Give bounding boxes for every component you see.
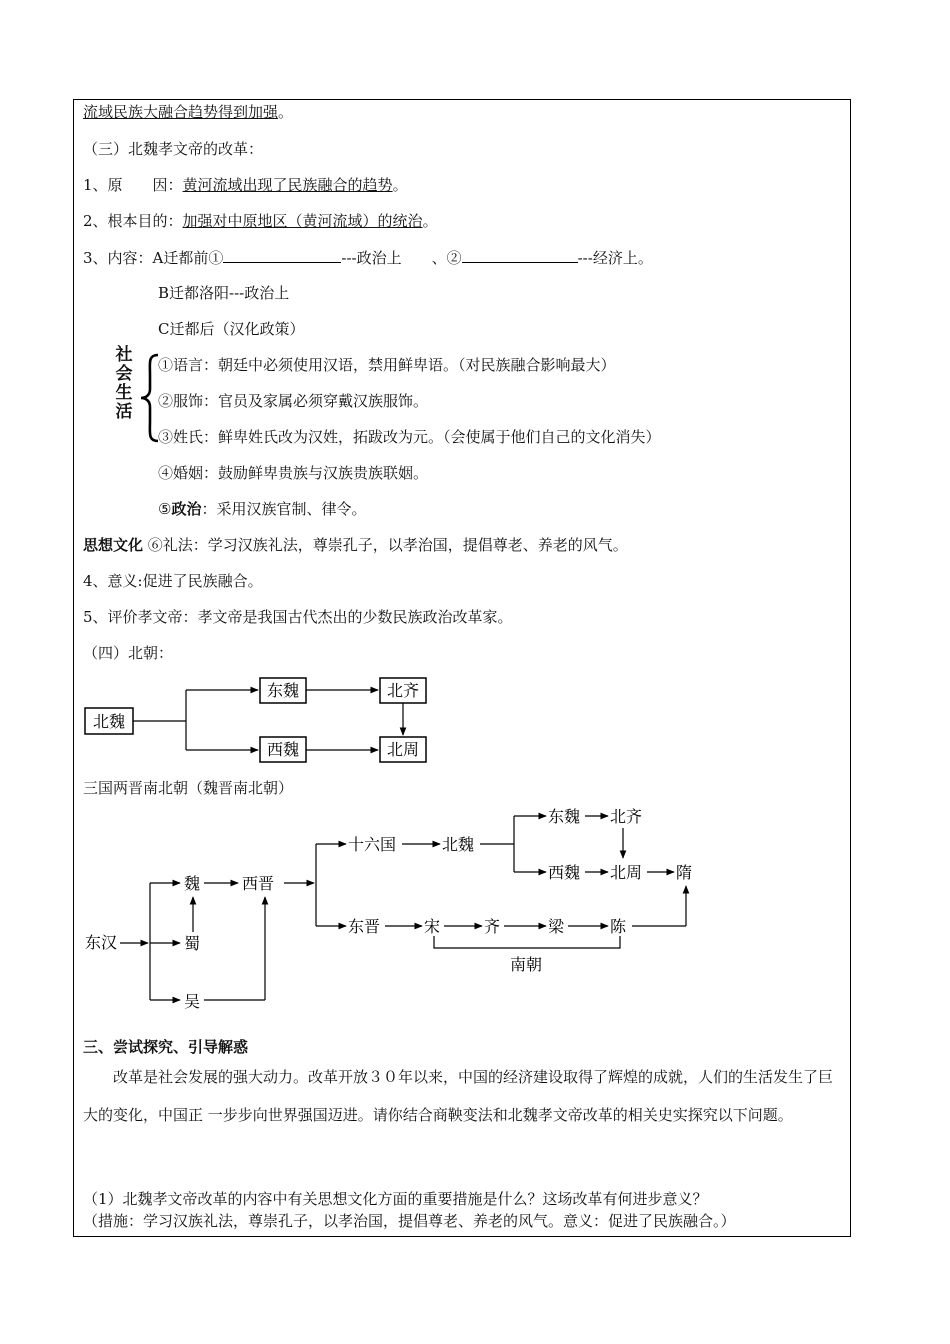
item-politics: ⑤政治：采用汉族官制、律令。 xyxy=(158,500,367,518)
label-wu: 吴 xyxy=(184,992,201,1011)
label-xijin: 西晋 xyxy=(242,874,275,893)
label-nanchao: 南朝 xyxy=(510,955,543,974)
label-xiwei: 西魏 xyxy=(266,740,300,759)
label-beiqi: 北齐 xyxy=(386,681,420,700)
label-beizhou: 北周 xyxy=(386,740,420,759)
item-marriage: ④婚姻：鼓励鲜卑贵族与汉族贵族联姻。 xyxy=(158,464,429,482)
content-a-line: 3、内容：A迁都前① ---政治上 、② ---经济上。 xyxy=(83,249,653,267)
label-liang: 梁 xyxy=(548,917,565,936)
section-north-heading: （四）北朝： xyxy=(83,644,174,662)
period-line: 三国两晋南北朝（魏晋南北朝） xyxy=(83,779,294,797)
meaning-line: 4、意义:促进了民族融合。 xyxy=(83,572,263,590)
label-dongjin: 东晋 xyxy=(348,917,381,936)
label-chen: 陈 xyxy=(610,917,627,936)
content-c-line: C迁都后（汉化政策） xyxy=(158,320,305,338)
label-beiwei: 北魏 xyxy=(92,712,126,731)
label-sui: 隋 xyxy=(676,863,693,882)
blank-1[interactable] xyxy=(223,247,341,263)
section-reform-heading: （三）北魏孝文帝的改革： xyxy=(83,140,264,158)
line-fusion: 流域民族大融合趋势得到加强。 xyxy=(83,103,294,121)
label-beiwei: 北魏 xyxy=(442,835,475,854)
label-dongwei: 东魏 xyxy=(548,807,581,826)
section-explore-heading: 三、尝试探究、引导解惑 xyxy=(83,1038,249,1056)
item-surname: ③姓氏：鲜卑姓氏改为汉姓，拓跋改为元。（会使属于他们自己的文化消失） xyxy=(158,428,661,446)
label-beiqi: 北齐 xyxy=(610,807,643,826)
dynasties-flow-diagram xyxy=(80,800,720,1020)
goal-line: 2、根本目的：加强对中原地区（黄河流域）的统治。 xyxy=(83,212,438,230)
content-b-line: B迁都洛阳---政治上 xyxy=(158,284,290,302)
evaluate-line: 5、评价孝文帝：孝文帝是我国古代杰出的少数民族政治改革家。 xyxy=(83,608,513,626)
answer-1: （措施：学习汉族礼法，尊崇孔子，以孝治国，提倡尊老、养老的风气。意义：促进了民族融合。） xyxy=(83,1212,736,1230)
label-dongwei: 东魏 xyxy=(266,681,300,700)
label-xiwei: 西魏 xyxy=(548,863,581,882)
item-etiquette: 思想文化 ⑥礼法：学习汉族礼法，尊崇孔子，以孝治国，提倡尊老、养老的风气。 xyxy=(83,536,628,554)
social-life-label: 社会生活 xyxy=(115,345,133,422)
blank-2[interactable] xyxy=(462,247,578,263)
explore-paragraph: 改革是社会发展的强大动力。改革开放３０年以来，中国的经济建设取得了辉煌的成就，人们的生活发生了巨大的变化，中国正 一步步向世界强国迈进。请你结合商鞅变法和北魏孝文帝改革的相关史实探究以下问题。 xyxy=(83,1068,834,1124)
label-qi: 齐 xyxy=(484,917,501,936)
item-clothing: ②服饰：官员及家属必须穿戴汉族服饰。 xyxy=(158,392,429,410)
question-1: （1）北魏孝文帝改革的内容中有关思想文化方面的重要措施是什么？这场改革有何进步意义？ xyxy=(83,1190,708,1208)
item-language: ①语言：朝廷中必须使用汉语，禁用鲜卑语。（对民族融合影响最大） xyxy=(158,356,616,374)
label-wei: 魏 xyxy=(184,874,201,893)
reason-line: 1、原 因：黄河流域出现了民族融合的趋势。 xyxy=(83,176,408,194)
label-beizhou: 北周 xyxy=(610,863,643,882)
northern-dynasties-diagram xyxy=(80,670,460,775)
label-song: 宋 xyxy=(424,917,441,936)
label-shiliuguo: 十六国 xyxy=(348,835,397,854)
label-shu: 蜀 xyxy=(184,934,201,953)
label-donghan: 东汉 xyxy=(85,933,118,952)
